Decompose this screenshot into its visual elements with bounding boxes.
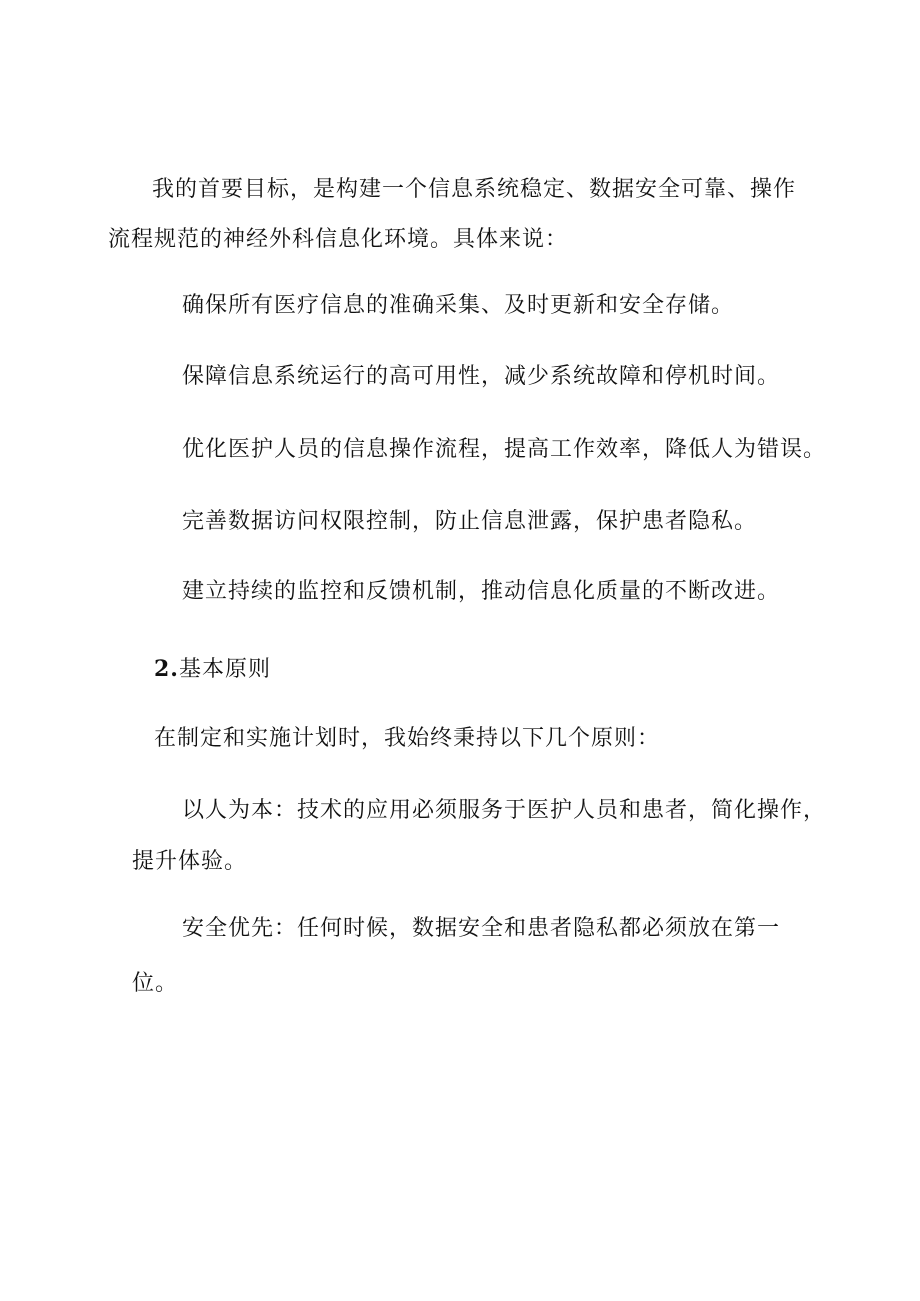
- goal-item: 优化医护人员的信息操作流程，提高工作效率，降低人为错误。: [182, 437, 827, 462]
- intro-line-1: 我的首要目标，是构建一个信息系统稳定、数据安全可靠、操作: [152, 177, 797, 202]
- intro-line-2: 流程规范的神经外科信息化环境。具体来说：: [108, 227, 569, 252]
- principle-line-2: 位。: [132, 971, 179, 996]
- principle-line-1: 以人为本：技术的应用必须服务于医护人员和患者，简化操作，: [182, 798, 827, 823]
- principle-line-1: 安全优先：任何时候，数据安全和患者隐私都必须放在第一: [182, 916, 781, 941]
- section-heading: [154, 655, 271, 684]
- principle-line-2: 提升体验。: [132, 849, 248, 874]
- section-number: 2.: [154, 656, 179, 682]
- section-title: 基本原则: [178, 657, 271, 682]
- goal-item: 建立持续的监控和反馈机制，推动信息化质量的不断改进。: [182, 579, 781, 604]
- section-intro: 在制定和实施计划时，我始终秉持以下几个原则：: [154, 726, 661, 751]
- goal-item: 完善数据访问权限控制，防止信息泄露，保护患者隐私。: [182, 509, 758, 534]
- goal-item: 保障信息系统运行的高可用性，减少系统故障和停机时间。: [182, 364, 781, 389]
- goal-item: 确保所有医疗信息的准确采集、及时更新和安全存储。: [182, 293, 735, 318]
